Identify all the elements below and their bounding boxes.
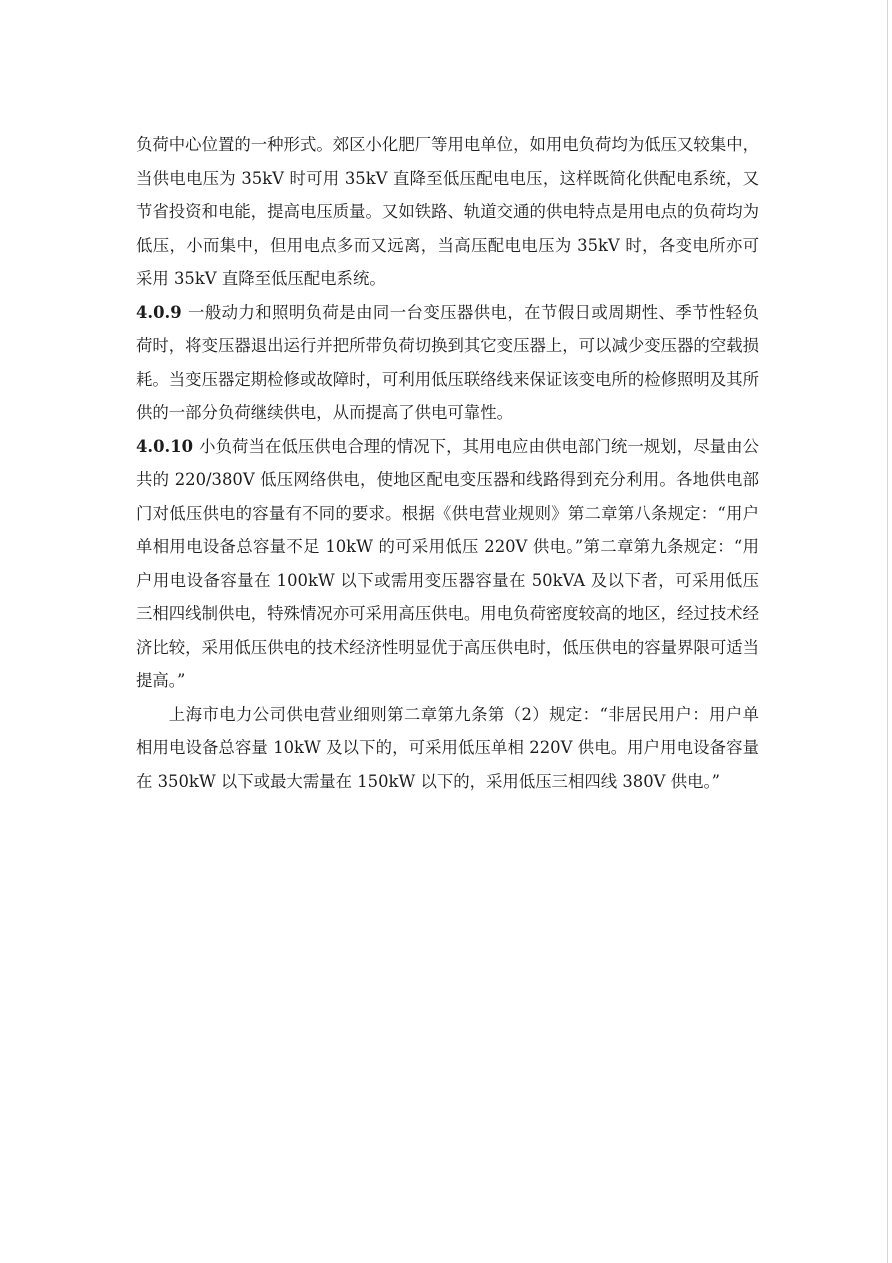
paragraph-shanghai-rules [136,698,759,799]
page-edge-line [887,0,888,1263]
clause-text: 一般动力和照明负荷是由同一台变压器供电，在节假日或周期性、季节性轻负荷时，将变压器退出运行并把所带负荷切换到其它变压器上，可以减少变压器的空载损耗。当变压器定期检修或故障时，可利用低压联络线来保证该变电所的检修照明及其所供的一部分负荷继续供电，从而提高了供电可靠性。 [136,302,759,422]
clause-4-0-10 [136,430,759,698]
clause-number: 4.0.10 [136,436,194,456]
clause-4-0-9 [136,296,759,430]
paragraph-load-center-continuation [136,128,759,296]
clause-text: 小负荷当在低压供电合理的情况下，其用电应由供电部门统一规划，尽量由公共的 220/380V 低压网络供电，使地区配电变压器和线路得到充分利用。各地供电部门对低压供电的容量有不同的要求。根据《供电营业规则》第二章第八条规定：“用户单相用电设备总容量不足 10kW 的可采用低压 220V 供电。”第二章第九条规定：“用户用电设备容量在 100kW 以下或需用变压器容量在 50kVA 及以下者，可采用低压三相四线制供电，特殊情况亦可采用高压供电。用电负荷密度较高的地区，经过技术经济比较，采用低压供电的技术经济性明显优于高压供电时，低压供电的容量界限可适当提高。” [136,436,759,690]
paragraph-text: 负荷中心位置的一种形式。郊区小化肥厂等用电单位，如用电负荷均为低压又较集中，当供电电压为 35kV 时可用 35kV 直降至低压配电电压，这样既简化供配电系统，又节省投资和电能，提高电压质量。又如铁路、轨道交通的供电特点是用电点的负荷均为低压，小而集中，但用电点多而又远离，当高压配电电压为 35kV 时，各变电所亦可采用 35kV 直降至低压配电系统。 [136,135,759,288]
paragraph-text: 上海市电力公司供电营业细则第二章第九条第（2）规定：“非居民用户：用户单相用电设备总容量 10kW 及以下的，可采用低压单相 220V 供电。用户用电设备容量在 350kW 以下或最大需量在 150kW 以下的，采用低压三相四线 380V 供电。” [136,704,759,791]
document-body [136,128,759,798]
clause-number: 4.0.9 [136,302,182,322]
